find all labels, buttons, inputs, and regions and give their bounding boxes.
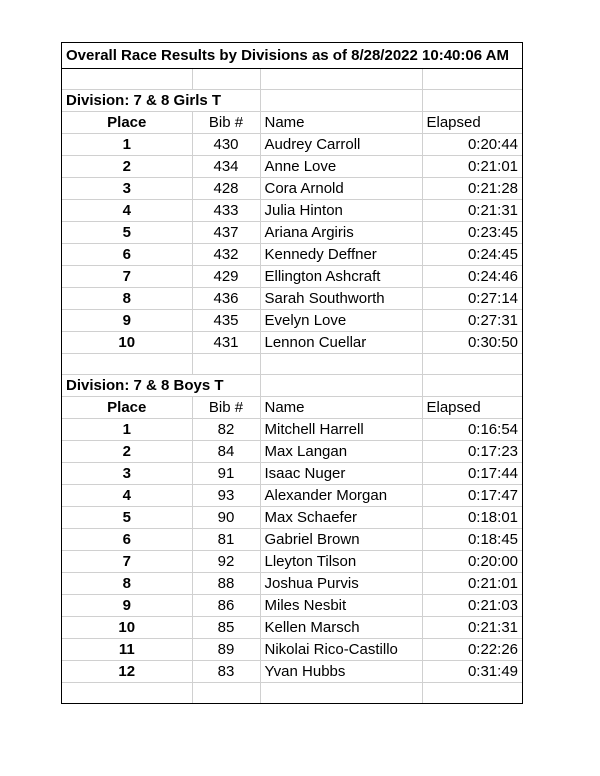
elapsed-cell: 0:23:45: [422, 221, 522, 243]
place-cell: 4: [62, 484, 192, 506]
blank-cell: [260, 353, 422, 374]
place-cell: 6: [62, 243, 192, 265]
bib-cell: 436: [192, 287, 260, 309]
place-cell: 3: [62, 462, 192, 484]
header-elapsed: Elapsed: [422, 111, 522, 133]
place-cell: 1: [62, 418, 192, 440]
table-row: [62, 528, 522, 550]
table-row: [62, 484, 522, 506]
name-cell: Anne Love: [260, 155, 422, 177]
bib-cell: 437: [192, 221, 260, 243]
results-table: [62, 43, 522, 703]
place-cell: 4: [62, 199, 192, 221]
name-cell: Max Langan: [260, 440, 422, 462]
bib-cell: 89: [192, 638, 260, 660]
elapsed-cell: 0:30:50: [422, 331, 522, 353]
results-sheet: [61, 42, 523, 704]
elapsed-cell: 0:18:45: [422, 528, 522, 550]
bib-cell: 93: [192, 484, 260, 506]
elapsed-cell: 0:21:31: [422, 199, 522, 221]
elapsed-cell: 0:22:26: [422, 638, 522, 660]
name-cell: Kennedy Deffner: [260, 243, 422, 265]
elapsed-cell: 0:17:47: [422, 484, 522, 506]
bib-cell: 92: [192, 550, 260, 572]
elapsed-cell: 0:24:45: [422, 243, 522, 265]
name-cell: Joshua Purvis: [260, 572, 422, 594]
name-cell: Sarah Southworth: [260, 287, 422, 309]
elapsed-cell: 0:17:23: [422, 440, 522, 462]
name-cell: Yvan Hubbs: [260, 660, 422, 682]
table-row: [62, 287, 522, 309]
table-row: [62, 550, 522, 572]
elapsed-cell: 0:18:01: [422, 506, 522, 528]
bib-cell: 433: [192, 199, 260, 221]
header-row: [62, 396, 522, 418]
division-label: Division: 7 & 8 Girls T: [62, 89, 260, 111]
blank-cell: [260, 89, 422, 111]
bib-cell: 82: [192, 418, 260, 440]
table-row: [62, 199, 522, 221]
place-cell: 9: [62, 309, 192, 331]
elapsed-cell: 0:20:00: [422, 550, 522, 572]
name-cell: Lennon Cuellar: [260, 331, 422, 353]
place-cell: 9: [62, 594, 192, 616]
blank-cell: [62, 353, 192, 374]
elapsed-cell: 0:17:44: [422, 462, 522, 484]
table-row: [62, 265, 522, 287]
blank-cell: [192, 682, 260, 703]
blank-cell: [260, 68, 422, 89]
blank-cell: [422, 353, 522, 374]
name-cell: Kellen Marsch: [260, 616, 422, 638]
bib-cell: 435: [192, 309, 260, 331]
bib-cell: 88: [192, 572, 260, 594]
blank-cell: [422, 682, 522, 703]
header-place: Place: [62, 396, 192, 418]
name-cell: Isaac Nuger: [260, 462, 422, 484]
elapsed-cell: 0:21:31: [422, 616, 522, 638]
elapsed-cell: 0:21:28: [422, 177, 522, 199]
place-cell: 1: [62, 133, 192, 155]
page-title: Overall Race Results by Divisions as of 8/28/2022 10:40:06 AM: [62, 43, 522, 68]
blank-cell: [62, 68, 192, 89]
place-cell: 6: [62, 528, 192, 550]
blank-row: [62, 68, 522, 89]
table-row: [62, 572, 522, 594]
table-row: [62, 331, 522, 353]
place-cell: 8: [62, 572, 192, 594]
blank-cell: [62, 682, 192, 703]
table-row: [62, 462, 522, 484]
elapsed-cell: 0:27:14: [422, 287, 522, 309]
name-cell: Evelyn Love: [260, 309, 422, 331]
name-cell: Nikolai Rico-Castillo: [260, 638, 422, 660]
table-row: [62, 155, 522, 177]
blank-row: [62, 353, 522, 374]
blank-row: [62, 682, 522, 703]
bib-cell: 432: [192, 243, 260, 265]
place-cell: 8: [62, 287, 192, 309]
elapsed-cell: 0:21:03: [422, 594, 522, 616]
place-cell: 5: [62, 506, 192, 528]
name-cell: Max Schaefer: [260, 506, 422, 528]
bib-cell: 81: [192, 528, 260, 550]
bib-cell: 85: [192, 616, 260, 638]
header-bib: Bib #: [192, 396, 260, 418]
table-row: [62, 638, 522, 660]
bib-cell: 86: [192, 594, 260, 616]
bib-cell: 91: [192, 462, 260, 484]
name-cell: Miles Nesbit: [260, 594, 422, 616]
table-row: [62, 418, 522, 440]
place-cell: 11: [62, 638, 192, 660]
bib-cell: 430: [192, 133, 260, 155]
place-cell: 10: [62, 331, 192, 353]
table-row: [62, 616, 522, 638]
bib-cell: 428: [192, 177, 260, 199]
blank-cell: [260, 682, 422, 703]
header-name: Name: [260, 396, 422, 418]
table-row: [62, 309, 522, 331]
elapsed-cell: 0:20:44: [422, 133, 522, 155]
blank-cell: [422, 68, 522, 89]
place-cell: 3: [62, 177, 192, 199]
elapsed-cell: 0:16:54: [422, 418, 522, 440]
division-label: Division: 7 & 8 Boys T: [62, 374, 260, 396]
name-cell: Lleyton Tilson: [260, 550, 422, 572]
table-row: [62, 506, 522, 528]
name-cell: Audrey Carroll: [260, 133, 422, 155]
place-cell: 7: [62, 550, 192, 572]
table-row: [62, 660, 522, 682]
elapsed-cell: 0:24:46: [422, 265, 522, 287]
elapsed-cell: 0:21:01: [422, 572, 522, 594]
blank-cell: [192, 68, 260, 89]
bib-cell: 84: [192, 440, 260, 462]
blank-cell: [192, 353, 260, 374]
name-cell: Mitchell Harrell: [260, 418, 422, 440]
table-row: [62, 221, 522, 243]
table-row: [62, 243, 522, 265]
place-cell: 12: [62, 660, 192, 682]
place-cell: 10: [62, 616, 192, 638]
bib-cell: 83: [192, 660, 260, 682]
table-row: [62, 594, 522, 616]
elapsed-cell: 0:31:49: [422, 660, 522, 682]
table-row: [62, 133, 522, 155]
elapsed-cell: 0:27:31: [422, 309, 522, 331]
division-row: [62, 374, 522, 396]
table-row: [62, 177, 522, 199]
header-place: Place: [62, 111, 192, 133]
name-cell: Cora Arnold: [260, 177, 422, 199]
header-bib: Bib #: [192, 111, 260, 133]
name-cell: Alexander Morgan: [260, 484, 422, 506]
name-cell: Ariana Argiris: [260, 221, 422, 243]
place-cell: 2: [62, 155, 192, 177]
name-cell: Gabriel Brown: [260, 528, 422, 550]
bib-cell: 429: [192, 265, 260, 287]
header-elapsed: Elapsed: [422, 396, 522, 418]
name-cell: Ellington Ashcraft: [260, 265, 422, 287]
header-row: [62, 111, 522, 133]
place-cell: 2: [62, 440, 192, 462]
blank-cell: [260, 374, 422, 396]
title-row: [62, 43, 522, 68]
name-cell: Julia Hinton: [260, 199, 422, 221]
blank-cell: [422, 374, 522, 396]
header-name: Name: [260, 111, 422, 133]
bib-cell: 90: [192, 506, 260, 528]
bib-cell: 431: [192, 331, 260, 353]
division-row: [62, 89, 522, 111]
place-cell: 7: [62, 265, 192, 287]
table-row: [62, 440, 522, 462]
elapsed-cell: 0:21:01: [422, 155, 522, 177]
bib-cell: 434: [192, 155, 260, 177]
place-cell: 5: [62, 221, 192, 243]
blank-cell: [422, 89, 522, 111]
